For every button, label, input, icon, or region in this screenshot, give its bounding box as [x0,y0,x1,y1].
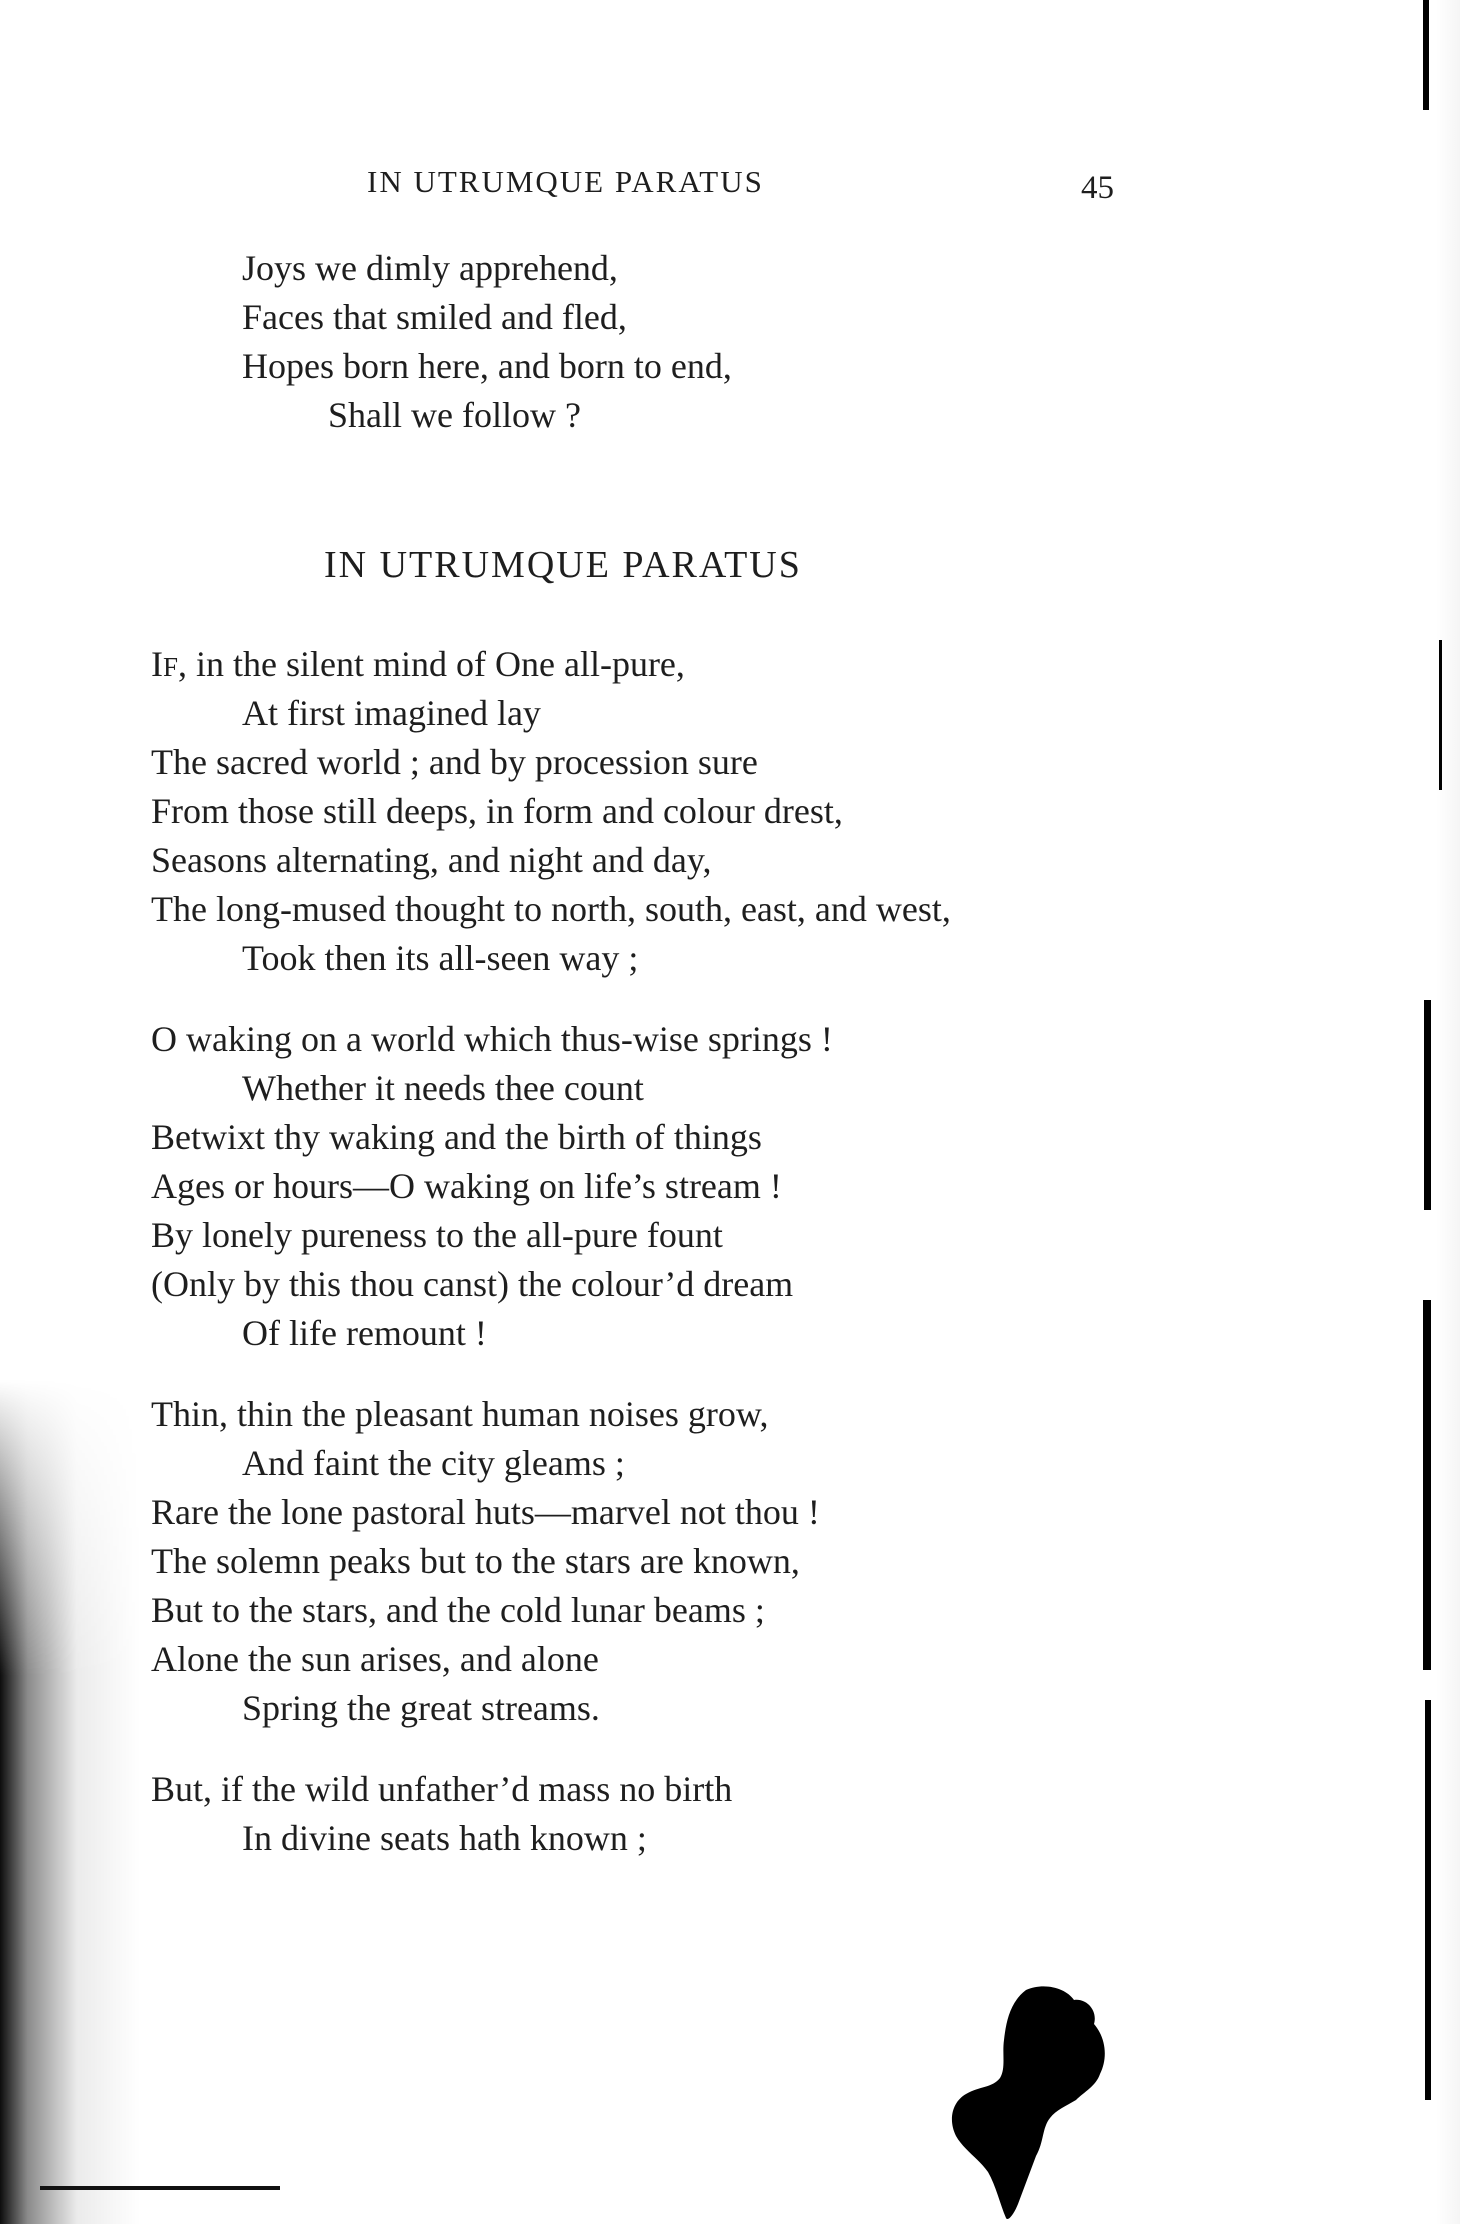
page-edge-mark [40,2186,280,2190]
initial-capital: I [151,644,163,684]
verse-line-first [151,639,685,689]
verse-line: (Only by this thou canst) the colour’d dream [151,1264,794,1304]
verse-line: Shall we follow ? [328,395,581,435]
verse-line: The sacred world ; and by procession sure [151,742,758,782]
binding-edge-mark [1425,1700,1431,2100]
verse-line: Hopes born here, and born to end, [242,346,732,386]
verse-line: Ages or hours—O waking on life’s stream ! [151,1166,782,1206]
verse-line: Thin, thin the pleasant human noises grow, [151,1394,769,1434]
verse-line: But to the stars, and the cold lunar beams ; [151,1590,765,1630]
verse-line: The solemn peaks but to the stars are known, [151,1541,800,1581]
verse-line: But, if the wild unfather’d mass no birth [151,1769,733,1809]
verse-line: Betwixt thy waking and the birth of things [151,1117,762,1157]
verse-line: Whether it needs thee count [242,1068,644,1108]
verse-line: In divine seats hath known ; [242,1818,647,1858]
verse-line: Faces that smiled and fled, [242,297,627,337]
binding-edge-mark [1423,0,1429,110]
page-edge-shadow [0,1380,140,2224]
page-number: 45 [1081,170,1114,206]
verse-line: Seasons alternating, and night and day, [151,840,712,880]
verse-line: Took then its all-seen way ; [242,938,639,978]
verse-line: O waking on a world which thus-wise springs ! [151,1019,833,1059]
verse-line: At first imagined lay [242,693,541,733]
verse-line: Alone the sun arises, and alone [151,1639,599,1679]
verse-line: Of life remount ! [242,1313,487,1353]
verse-line: Spring the great streams. [242,1688,600,1728]
binding-edge-mark [1439,640,1442,790]
verse-line: From those still deeps, in form and colour drest, [151,791,843,831]
running-title: IN UTRUMQUE PARATUS [367,164,764,199]
verse-line: Rare the lone pastoral huts—marvel not thou ! [151,1492,820,1532]
verse-line: The long-mused thought to north, south, east, and west, [151,889,951,929]
verse-line: Joys we dimly apprehend, [242,248,618,288]
binding-edge-mark [1423,1300,1431,1670]
poem-title: IN UTRUMQUE PARATUS [324,544,802,586]
verse-line-rest: , in the silent mind of One all-pure, [178,644,685,684]
binding-edge-mark [1424,1000,1431,1210]
verse-line: By lonely pureness to the all-pure fount [151,1215,723,1255]
verse-line: And faint the city gleams ; [242,1443,625,1483]
ink-blot [948,1982,1123,2222]
page-edge-shadow [1380,0,1460,2224]
small-caps: F [163,652,179,682]
